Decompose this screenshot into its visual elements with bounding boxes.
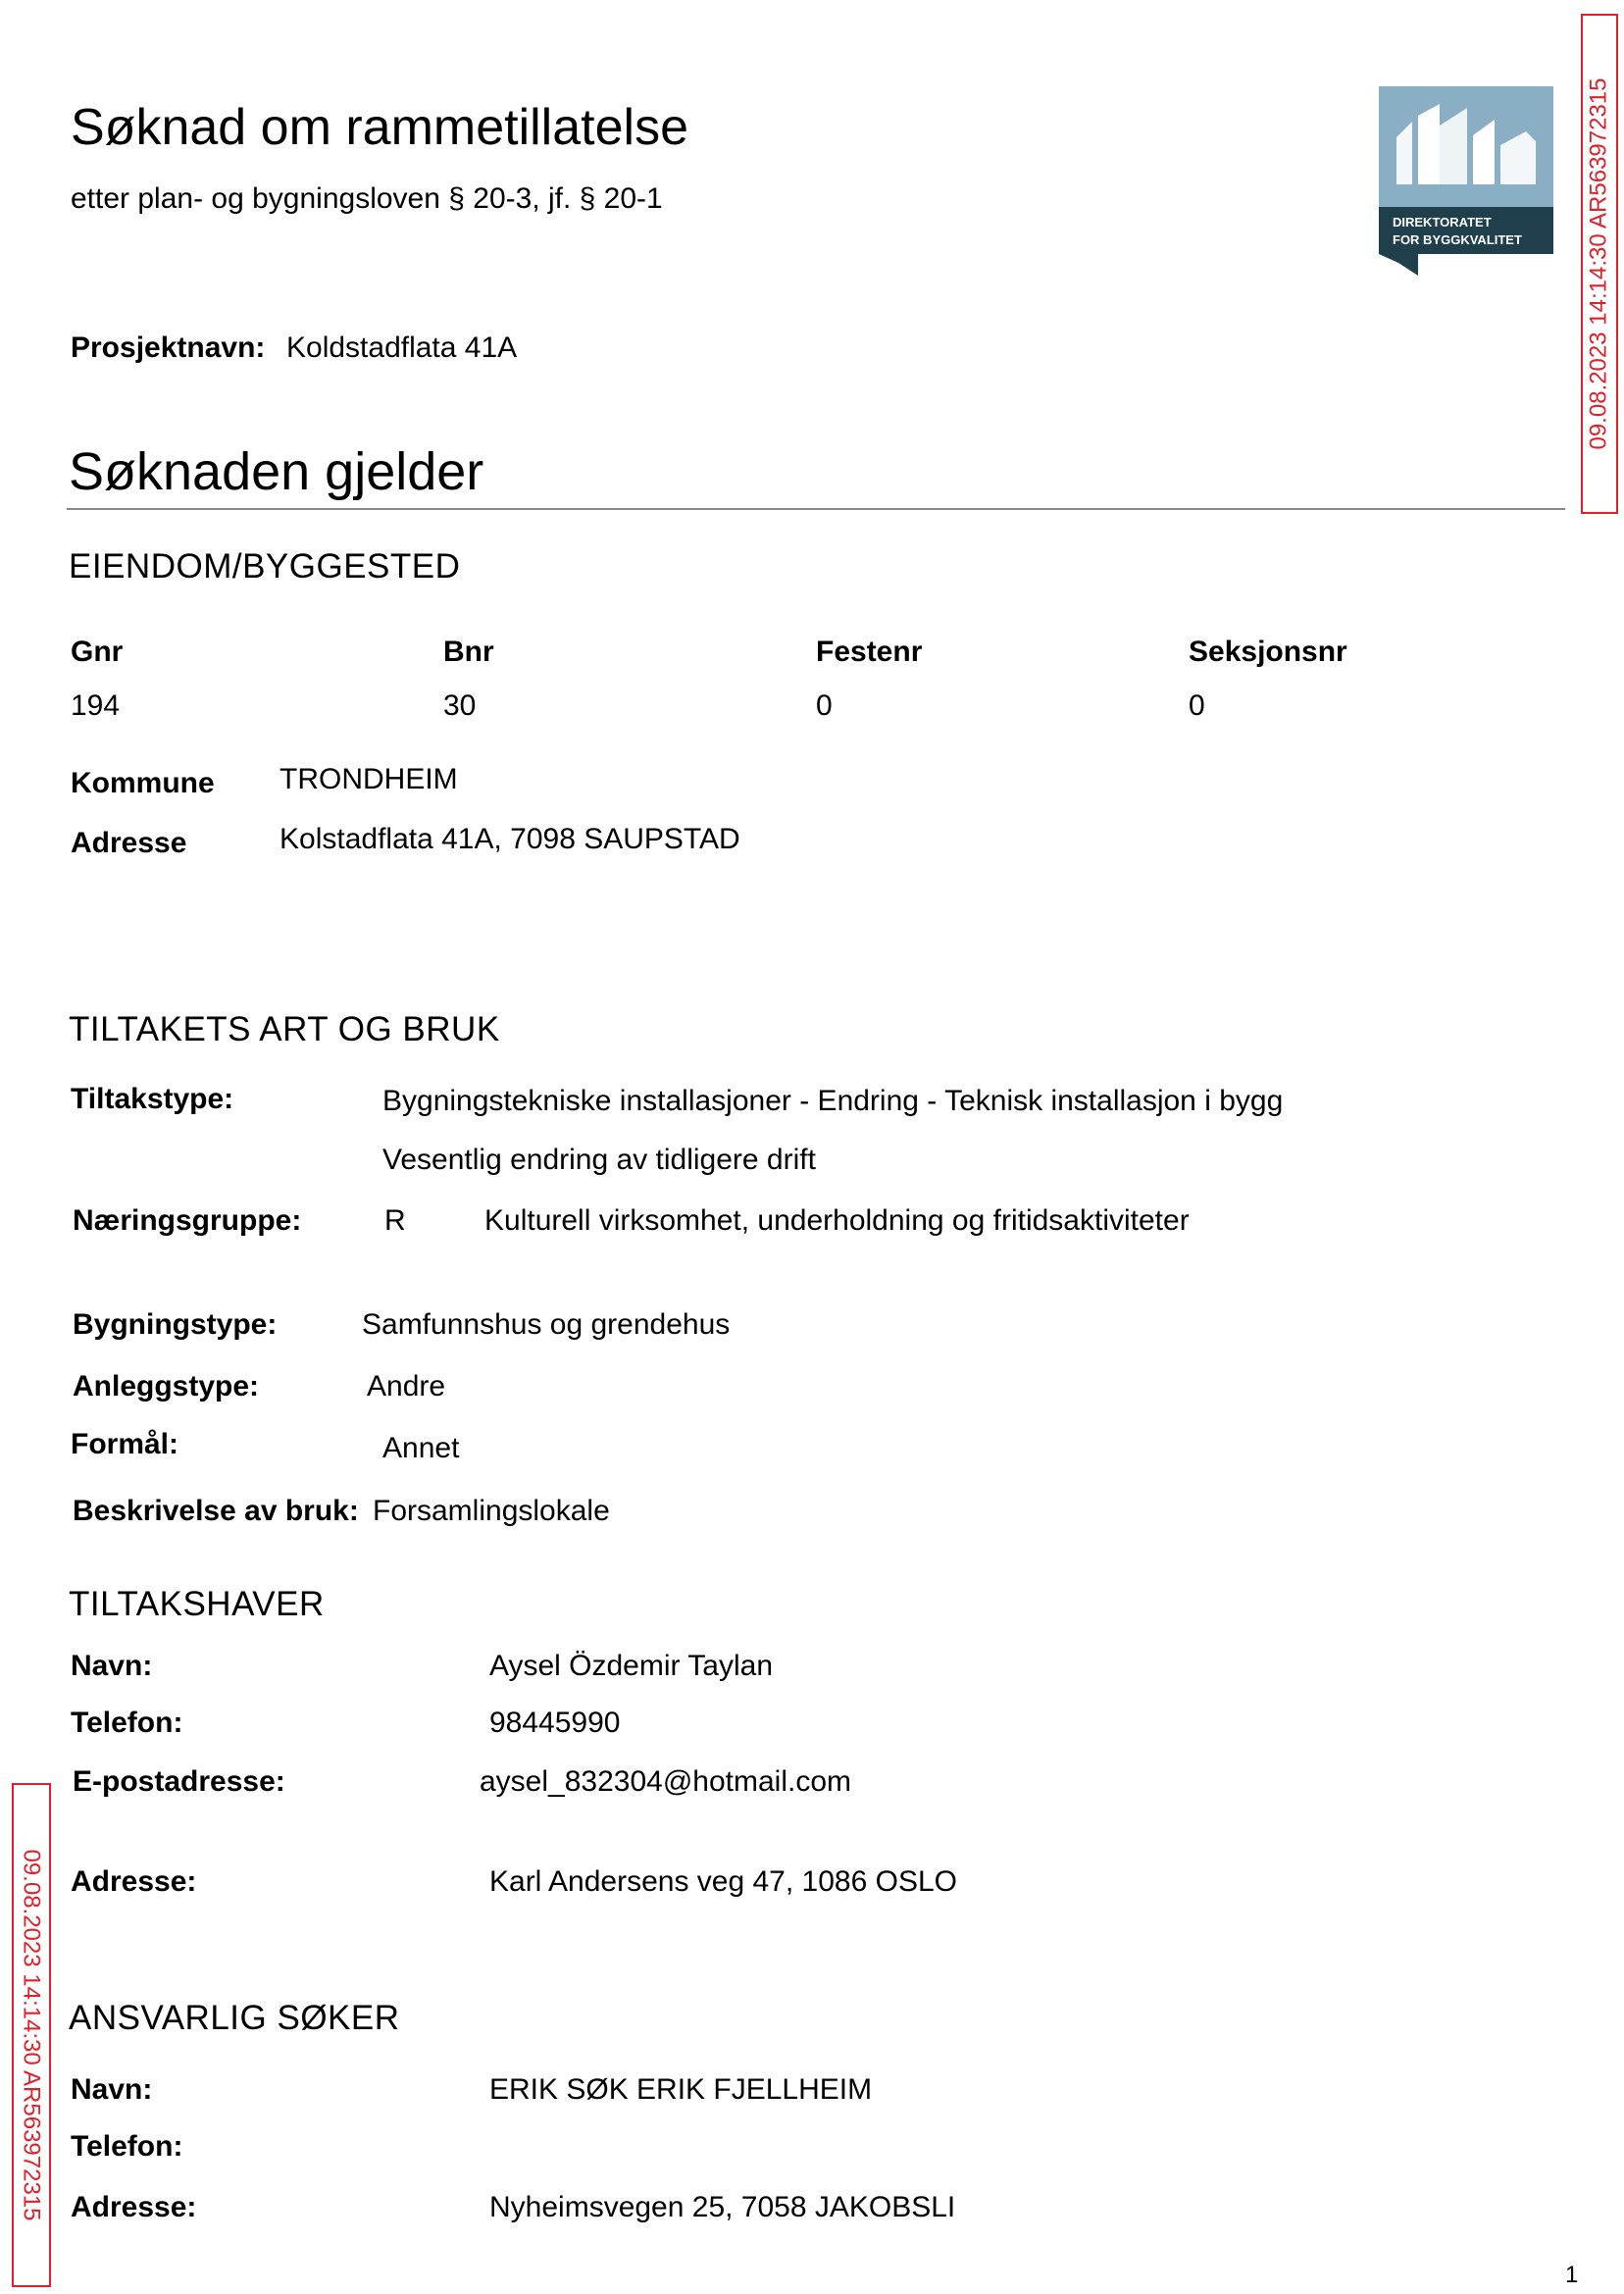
ansvarlig-heading: ANSVARLIG SØKER bbox=[69, 1999, 400, 2037]
tiltakshaver-epost: aysel_832304@hotmail.com bbox=[480, 1765, 851, 1798]
tiltakshaver-epost-label: E-postadresse: bbox=[73, 1765, 285, 1798]
naering-code: R bbox=[384, 1204, 406, 1237]
naering-text: Kulturell virksomhet, underholdning og fritidsaktiviteter bbox=[484, 1204, 1190, 1237]
document-title: Søknad om rammetillatelse bbox=[71, 99, 688, 156]
bruk-label: Beskrivelse av bruk: bbox=[73, 1495, 359, 1527]
ansvarlig-adresse: Nyheimsvegen 25, 7058 JAKOBSLI bbox=[489, 2191, 956, 2223]
section-divider bbox=[67, 508, 1565, 510]
tiltakshaver-adresse-label: Adresse: bbox=[71, 1865, 197, 1898]
bruk-value: Forsamlingslokale bbox=[373, 1495, 610, 1527]
logo-line1: DIREKTORATET bbox=[1393, 215, 1492, 229]
ansvarlig-navn-label: Navn: bbox=[71, 2073, 153, 2106]
adresse-value: Kolstadflata 41A, 7098 SAUPSTAD bbox=[279, 823, 740, 855]
tiltakshaver-telefon: 98445990 bbox=[489, 1707, 621, 1739]
stamp-text: 09.08.2023 14:14:30 AR563972315 bbox=[1586, 77, 1612, 450]
col-seksjonsnr: Seksjonsnr bbox=[1189, 636, 1347, 668]
anleggstype-label: Anleggstype: bbox=[73, 1370, 260, 1402]
bygningstype-label: Bygningstype: bbox=[73, 1308, 278, 1341]
naering-label: Næringsgruppe: bbox=[73, 1204, 302, 1237]
date-stamp-left bbox=[12, 1783, 51, 2287]
tiltakshaver-heading: TILTAKSHAVER bbox=[69, 1585, 325, 1623]
col-festenr: Festenr bbox=[816, 636, 923, 668]
tiltakshaver-adresse: Karl Andersens veg 47, 1086 OSLO bbox=[489, 1865, 957, 1898]
bygningstype-value: Samfunnshus og grendehus bbox=[362, 1308, 731, 1341]
formal-value: Annet bbox=[382, 1432, 460, 1464]
kommune-value: TRONDHEIM bbox=[279, 763, 458, 795]
document-subtitle: etter plan- og bygningsloven § 20-3, jf. § 20-1 bbox=[71, 182, 663, 215]
adresse-label: Adresse bbox=[71, 827, 187, 859]
value-festenr: 0 bbox=[816, 689, 833, 722]
page-number: 1 bbox=[1565, 2262, 1579, 2288]
tiltakstype-label: Tiltakstype: bbox=[71, 1083, 234, 1115]
project-value: Koldstadflata 41A bbox=[286, 331, 518, 364]
value-seksjonsnr: 0 bbox=[1189, 689, 1205, 722]
tiltakstype-value-2: Vesentlig endring av tidligere drift bbox=[382, 1144, 816, 1176]
ansvarlig-navn: ERIK SØK ERIK FJELLHEIM bbox=[489, 2073, 873, 2106]
tiltakshaver-navn-label: Navn: bbox=[71, 1650, 153, 1682]
stamp-text: 09.08.2023 14:14:30 AR563972315 bbox=[19, 1849, 45, 2221]
anleggstype-value: Andre bbox=[367, 1370, 446, 1402]
ansvarlig-telefon-label: Telefon: bbox=[71, 2130, 183, 2163]
project-label: Prosjektnavn: bbox=[71, 331, 266, 364]
property-heading: EIENDOM/BYGGESTED bbox=[69, 547, 461, 586]
formal-label: Formål: bbox=[71, 1428, 179, 1460]
col-bnr: Bnr bbox=[443, 636, 494, 668]
tiltakshaver-navn: Aysel Özdemir Taylan bbox=[489, 1650, 774, 1682]
section-title: Søknaden gjelder bbox=[69, 442, 484, 501]
kommune-label: Kommune bbox=[71, 767, 215, 799]
value-bnr: 30 bbox=[443, 689, 477, 722]
value-gnr: 194 bbox=[71, 689, 121, 722]
col-gnr: Gnr bbox=[71, 636, 124, 668]
date-stamp-right bbox=[1581, 14, 1618, 514]
ansvarlig-adresse-label: Adresse: bbox=[71, 2191, 197, 2223]
logo-line2: FOR BYGGKVALITET bbox=[1393, 232, 1522, 247]
dibk-logo bbox=[1379, 86, 1553, 276]
tiltakshaver-telefon-label: Telefon: bbox=[71, 1707, 183, 1739]
tiltakstype-value-1: Bygningstekniske installasjoner - Endring - Teknisk installasjon i bygg bbox=[382, 1085, 1284, 1117]
tiltak-heading: TILTAKETS ART OG BRUK bbox=[69, 1010, 500, 1048]
